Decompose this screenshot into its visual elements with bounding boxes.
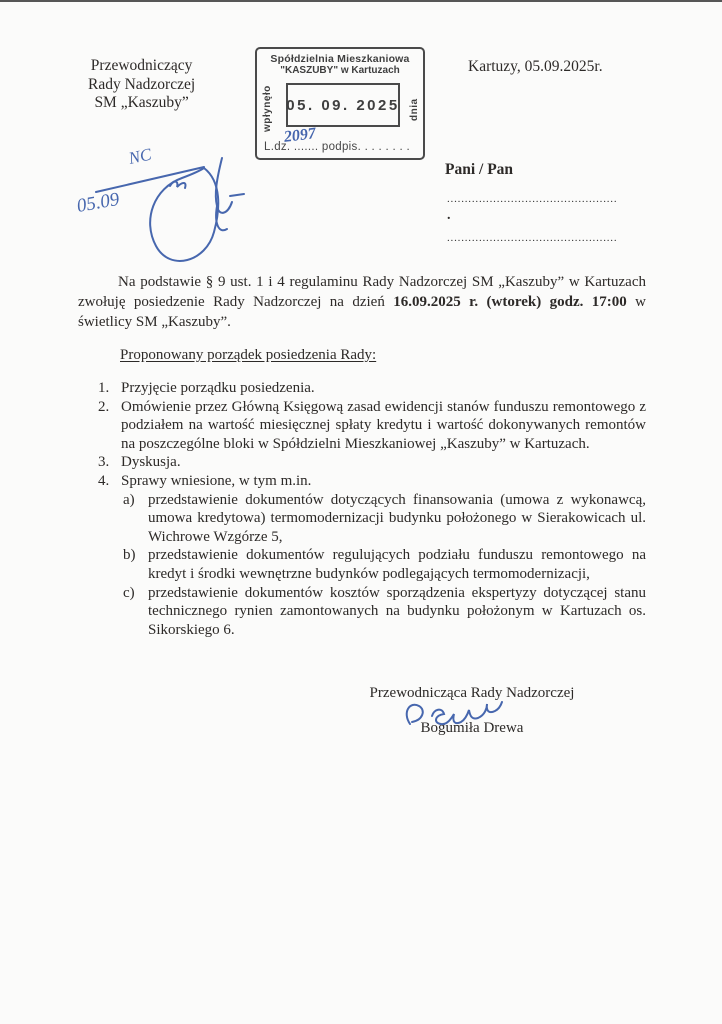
recipient-dotted-line-2: ................................................ bbox=[447, 232, 618, 244]
stamp-org-line2: "KASZUBY" w Kartuzach bbox=[280, 65, 400, 76]
stamp-date-box bbox=[286, 83, 400, 127]
sender-line2: Rady Nadzorczej bbox=[88, 75, 196, 93]
handwritten-underline-stroke bbox=[96, 167, 204, 192]
handwritten-loop-stroke bbox=[150, 168, 218, 261]
recipient-block bbox=[445, 161, 645, 244]
meeting-datetime-bold: 16.09.2025 r. (wtorek) godz. 17:00 bbox=[393, 294, 627, 310]
place-date: Kartuzy, 05.09.2025r. bbox=[468, 58, 603, 75]
agenda-subitem-a bbox=[78, 491, 646, 547]
stamp-ldz-line: L.dz. ....... podpis. . . . . . . . bbox=[264, 141, 411, 153]
agenda-item-3 bbox=[78, 453, 646, 472]
handwritten-annotation-initials: NC bbox=[126, 144, 154, 168]
handwritten-annotation-date: 05.09 bbox=[75, 188, 121, 217]
agenda-subitem-b bbox=[78, 546, 646, 583]
agenda-subitem-letter: b) bbox=[123, 547, 136, 564]
sender-block bbox=[88, 57, 195, 113]
agenda-subitem-text: przedstawienie dokumentów kosztów sporządzenia ekspertyzy dotyczącej stanu technicznego rynien zamontowanych na budynku położonym w Kartuzach os. Sikorskiego 6. bbox=[148, 584, 646, 638]
handwritten-small-mark bbox=[170, 182, 186, 188]
agenda-item-2 bbox=[78, 398, 646, 454]
stamp-day-label: dnia bbox=[409, 98, 420, 122]
agenda-item-text: Sprawy wniesione, w tym m.in. bbox=[121, 472, 312, 489]
recipient-label: Pani / Pan bbox=[445, 161, 514, 178]
handwritten-signature bbox=[392, 698, 522, 732]
agenda-heading: Proponowany porządek posiedzenia Rady: bbox=[120, 347, 377, 363]
handwritten-annotation bbox=[70, 132, 250, 282]
agenda-item-number: 4. bbox=[98, 472, 110, 489]
agenda-subitem-c bbox=[78, 584, 646, 640]
signature-name: Bogumiła Drewa bbox=[420, 720, 524, 736]
scan-edge-artifact bbox=[0, 0, 722, 2]
agenda-item-number: 1. bbox=[98, 380, 110, 396]
paragraph-text-before: Na podstawie § 9 ust. 1 i 4 regulaminu Rady Nadzorczej SM „Kaszuby” w Kartuzach zwołuję posiedzenie Rady Nadzorczej na dzień bbox=[78, 274, 646, 310]
agenda-subitem-letter: a) bbox=[123, 491, 135, 508]
paragraph-text-after: w świetlicy SM „Kaszuby”. bbox=[78, 294, 646, 330]
handwritten-dash-stroke bbox=[230, 194, 244, 196]
agenda-item-1 bbox=[78, 379, 646, 398]
signature-title: Przewodnicząca Rady Nadzorczej bbox=[369, 685, 575, 701]
stamp-received-label: wpłynęło bbox=[262, 85, 273, 133]
signature-block bbox=[352, 685, 592, 737]
stamp-org-line1: Spółdzielnia Mieszkaniowa bbox=[270, 53, 410, 65]
agenda-subitem-letter: c) bbox=[123, 584, 135, 601]
recipient-period-mark: . bbox=[447, 208, 451, 223]
sender-line3: SM „Kaszuby” bbox=[94, 94, 189, 111]
agenda-item-text: Przyjęcie porządku posiedzenia. bbox=[121, 380, 315, 396]
agenda-item-number: 2. bbox=[98, 398, 110, 415]
stamp-date: 05. 09. 2025 bbox=[286, 96, 400, 114]
agenda-item-text: Dyskusja. bbox=[121, 454, 181, 471]
agenda-subitem-text: przedstawienie dokumentów dotyczących finansowania (umowa z wykonawcą, umowa kredytowa) termomodernizacji budynku położonego w Sierakowicach ul. Wichrowe Wzgórze 5, bbox=[148, 491, 646, 545]
registry-stamp bbox=[255, 47, 425, 160]
agenda-item-text: Omówienie przez Główną Księgową zasad ewidencji stanów funduszu remontowego z podziałem na wartość miesięcznej spłaty kredytu i wartość dokonywanych remontów na poszczególne bloki w Spółdzielni Mieszkaniowej „Kaszuby” w Kartuzach. bbox=[121, 398, 646, 452]
signature-stroke bbox=[407, 702, 502, 724]
agenda-subitem-text: przedstawienie dokumentów regulujących podziału funduszu remontowego na kredyt i środki wewnętrzne budynków podlegających termomodernizacji, bbox=[148, 547, 646, 582]
recipient-dotted-line-1: ................................................ bbox=[447, 193, 618, 205]
agenda-list bbox=[78, 379, 646, 639]
sender-line1: Przewodniczący bbox=[90, 57, 193, 74]
agenda-item-4 bbox=[78, 472, 646, 491]
convocation-paragraph bbox=[78, 272, 646, 332]
agenda-item-number: 3. bbox=[98, 454, 110, 471]
stamp-ldz-number-handwritten: 2097 bbox=[283, 125, 317, 146]
